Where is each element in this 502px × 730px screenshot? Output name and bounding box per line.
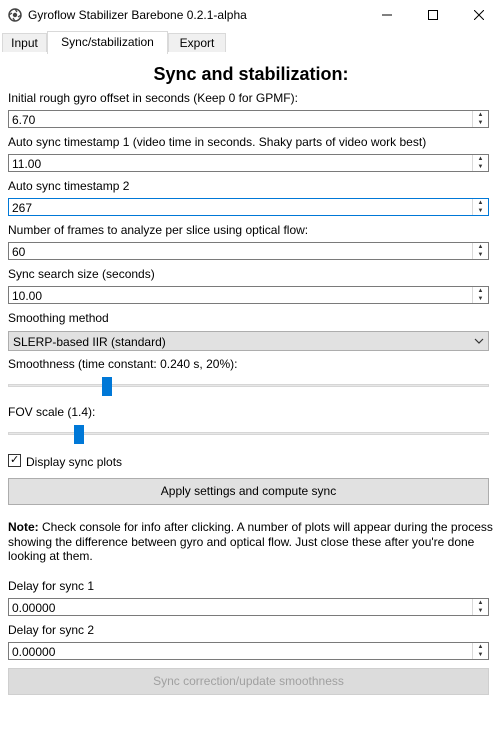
- close-icon: [474, 10, 484, 20]
- spin-up-icon[interactable]: ▲: [477, 244, 484, 250]
- page-title: Sync and stabilization:: [153, 64, 349, 84]
- delay-sync1-input[interactable]: [8, 598, 489, 616]
- spin-arrows: [472, 111, 488, 127]
- spin-down-icon[interactable]: ▼: [477, 608, 484, 614]
- sync-timestamp1-value: 11.00: [12, 157, 42, 171]
- spin-down-icon[interactable]: ▼: [477, 296, 484, 302]
- spin-up-icon[interactable]: ▲: [477, 288, 484, 294]
- display-sync-plots-label: Display sync plots: [26, 455, 123, 469]
- minimize-icon: [382, 10, 392, 20]
- sync-correction-button[interactable]: Sync correction/update smoothness: [8, 668, 489, 695]
- spin-down-icon[interactable]: ▼: [477, 164, 484, 170]
- spin-up-icon[interactable]: ▲: [477, 200, 484, 206]
- chevron-down-icon: [474, 335, 484, 347]
- tab-input[interactable]: Input: [2, 33, 47, 52]
- smoothing-method-label: Smoothing method: [8, 311, 109, 325]
- tab-bar: [0, 31, 502, 54]
- maximize-icon: [428, 10, 438, 20]
- tab-export[interactable]: Export: [168, 33, 226, 52]
- smoothness-slider[interactable]: [8, 384, 489, 387]
- fov-scale-label: FOV scale (1.4):: [8, 405, 96, 419]
- sync-timestamp2-label: Auto sync timestamp 2: [8, 179, 130, 193]
- window-title: Gyroflow Stabilizer Barebone 0.2.1-alpha: [28, 8, 247, 22]
- delay-sync2-input[interactable]: [8, 642, 489, 660]
- sync-timestamp1-input[interactable]: [8, 154, 489, 172]
- fov-scale-slider-handle[interactable]: [74, 425, 84, 444]
- note-prefix: Note:: [8, 520, 39, 534]
- gyro-offset-label: Initial rough gyro offset in seconds (Keep 0 for GPMF):: [8, 91, 298, 105]
- spin-arrows: [472, 287, 488, 303]
- spin-up-icon[interactable]: ▲: [477, 156, 484, 162]
- gyroflow-app-icon: [8, 8, 22, 22]
- spin-arrows: [472, 155, 488, 171]
- spin-down-icon[interactable]: ▼: [477, 208, 484, 214]
- search-size-label: Sync search size (seconds): [8, 267, 155, 281]
- minimize-button[interactable]: [364, 0, 410, 30]
- note-text: [8, 520, 493, 564]
- close-button[interactable]: [456, 0, 502, 30]
- sync-timestamp2-input[interactable]: [8, 198, 489, 216]
- spin-down-icon[interactable]: ▼: [477, 652, 484, 658]
- delay-sync1-value: 0.00000: [12, 601, 56, 615]
- search-size-value: 10.00: [12, 289, 43, 303]
- spin-arrows: [472, 199, 488, 215]
- frames-input[interactable]: [8, 242, 489, 260]
- spin-down-icon[interactable]: ▼: [477, 252, 484, 258]
- spin-up-icon[interactable]: ▲: [477, 600, 484, 606]
- spin-up-icon[interactable]: ▲: [477, 112, 484, 118]
- gyro-offset-input[interactable]: [8, 110, 489, 128]
- spin-arrows: [472, 243, 488, 259]
- spin-arrows: [472, 599, 488, 615]
- gyro-offset-value: 6.70: [12, 113, 36, 127]
- apply-compute-sync-button[interactable]: Apply settings and compute sync: [8, 478, 489, 505]
- sync-timestamp2-value: 267: [12, 201, 33, 215]
- smoothness-label: Smoothness (time constant: 0.240 s, 20%):: [8, 357, 238, 371]
- delay-sync2-value: 0.00000: [12, 645, 56, 659]
- spin-arrows: [472, 643, 488, 659]
- maximize-button[interactable]: [410, 0, 456, 30]
- check-icon: ✓: [10, 454, 20, 466]
- note-body: Check console for info after clicking. A number of plots will appear during the process showing the difference between gyro and optical flow. Just close these after you're done looking at them.: [8, 520, 493, 563]
- sync-timestamp1-label: Auto sync timestamp 1 (video time in seconds. Shaky parts of video work best): [8, 135, 427, 149]
- delay-sync1-label: Delay for sync 1: [8, 579, 95, 593]
- title-bar: [0, 0, 502, 30]
- smoothing-method-select[interactable]: [8, 331, 489, 351]
- frames-value: 60: [12, 245, 26, 259]
- search-size-input[interactable]: [8, 286, 489, 304]
- display-sync-plots-checkbox[interactable]: [8, 454, 21, 467]
- frames-label: Number of frames to analyze per slice using optical flow:: [8, 223, 309, 237]
- spin-up-icon[interactable]: ▲: [477, 644, 484, 650]
- delay-sync2-label: Delay for sync 2: [8, 623, 95, 637]
- smoothness-slider-handle[interactable]: [102, 377, 112, 396]
- tab-sync-stabilization[interactable]: Sync/stabilization: [47, 31, 168, 54]
- spin-down-icon[interactable]: ▼: [477, 120, 484, 126]
- smoothing-method-value: SLERP-based IIR (standard): [13, 335, 166, 349]
